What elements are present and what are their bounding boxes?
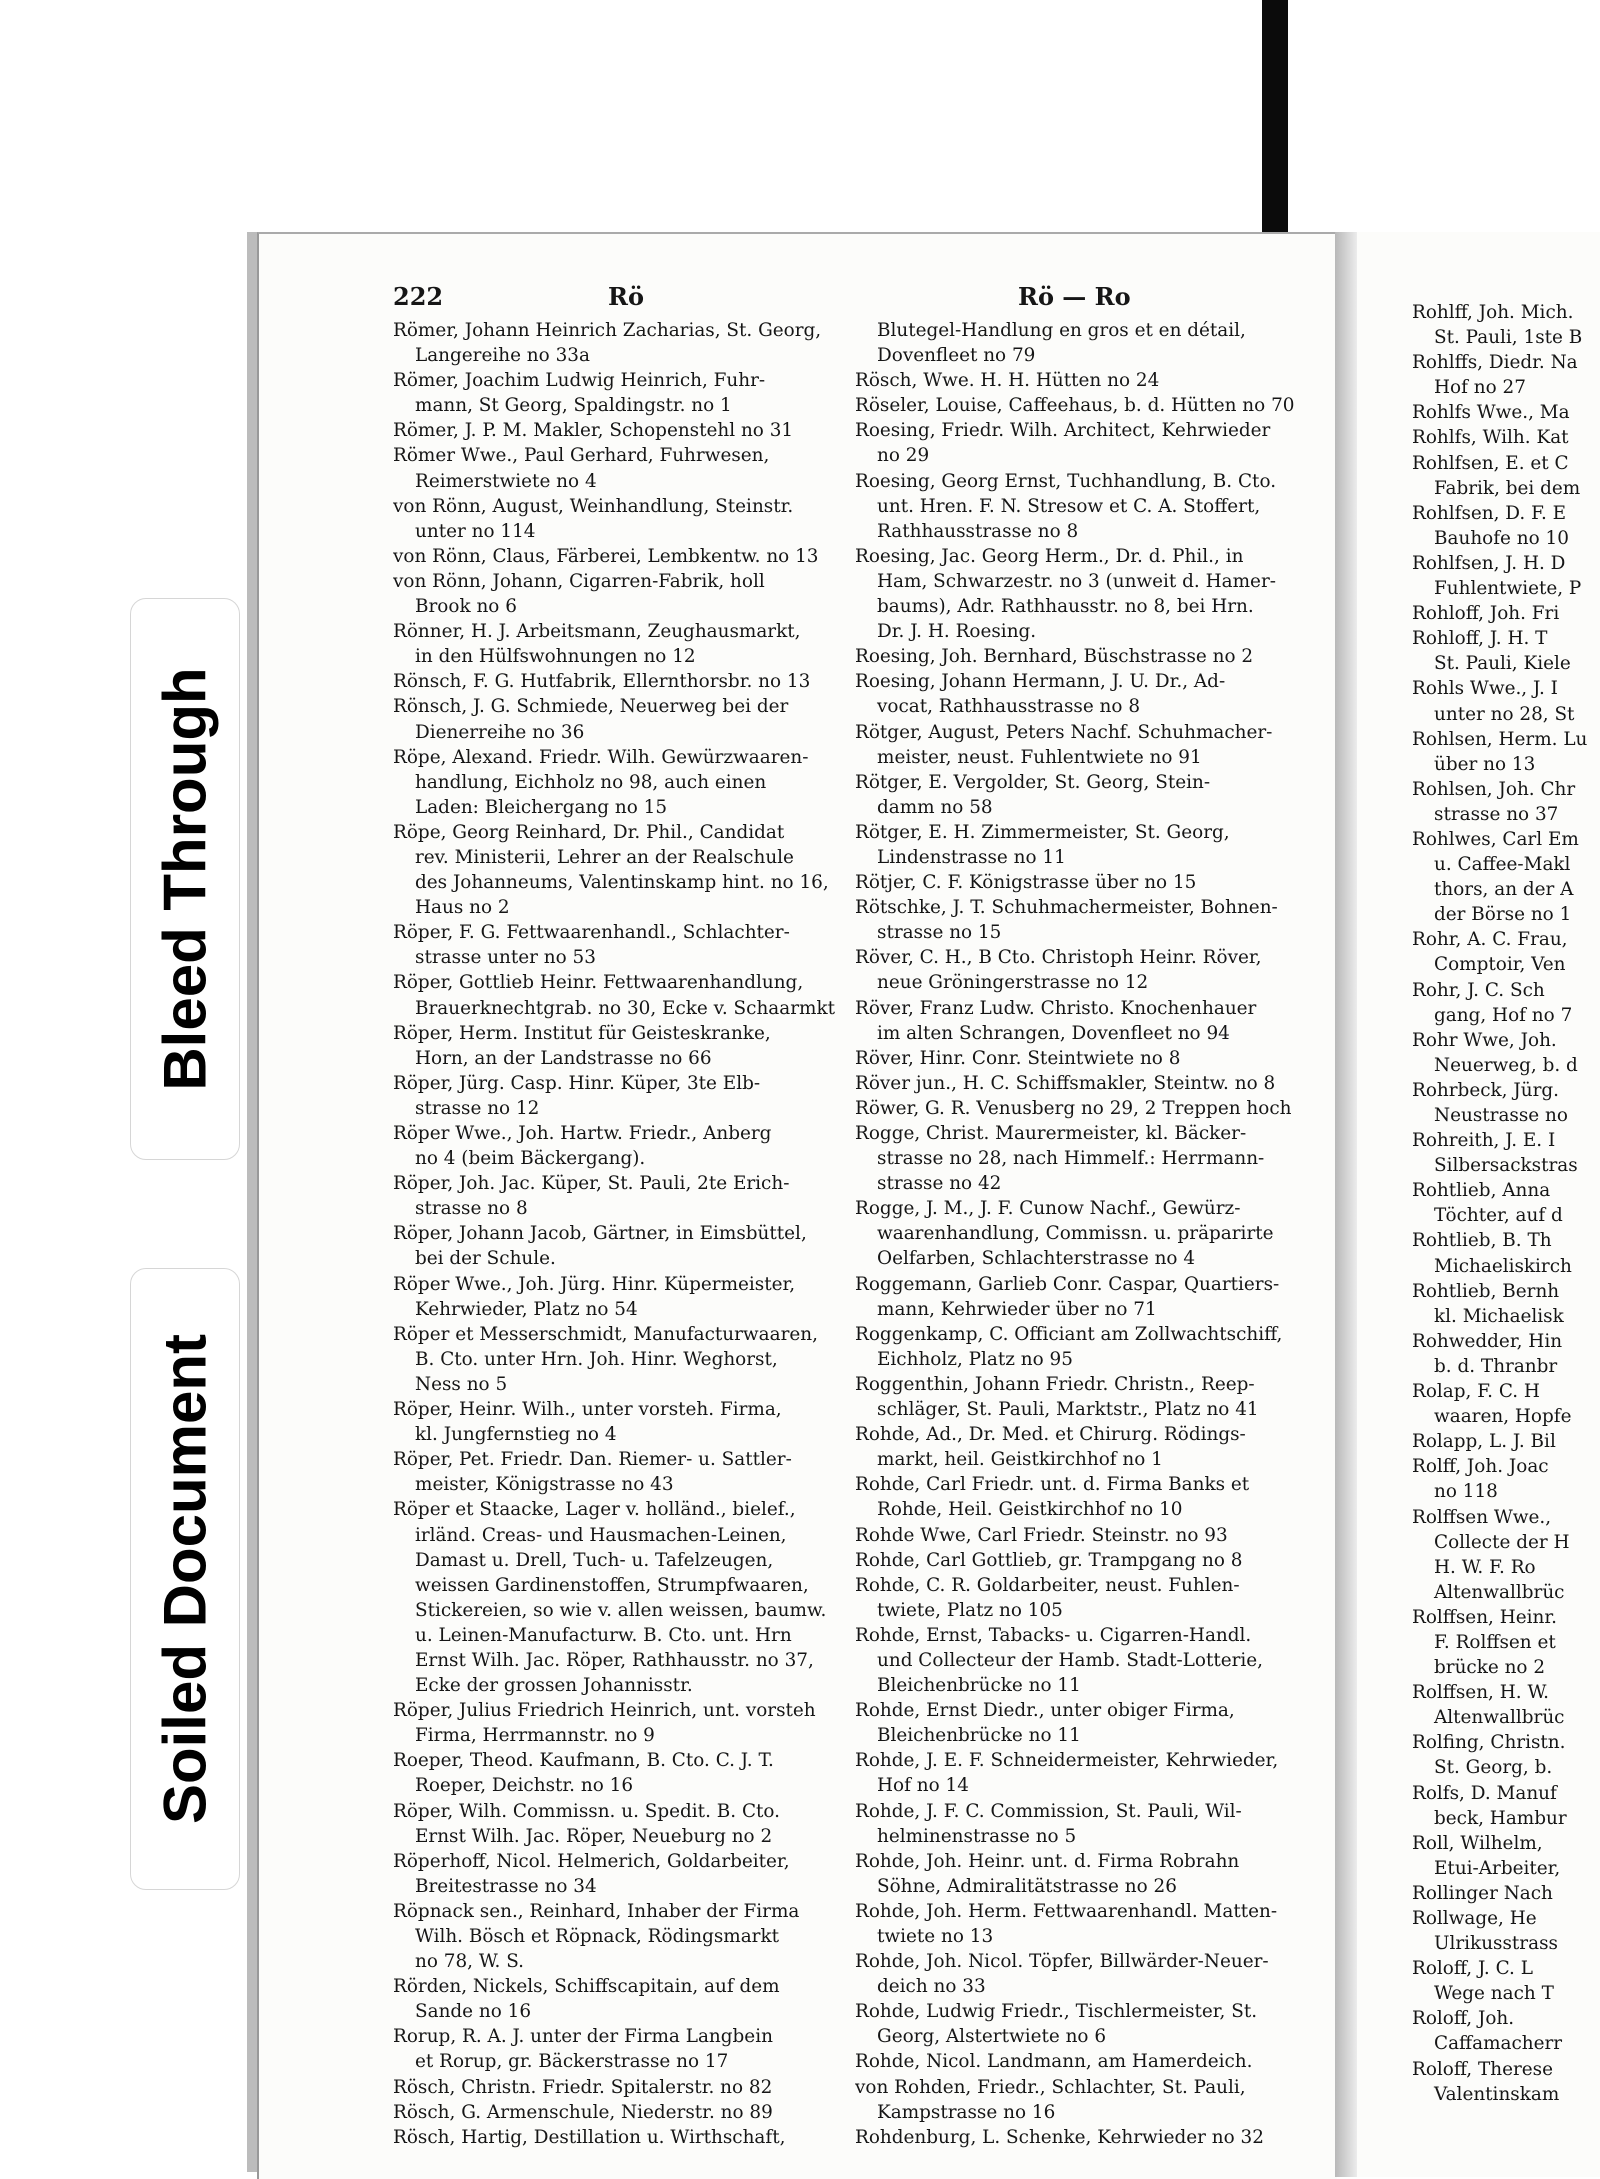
- directory-entry-line: strasse no 12: [415, 1097, 540, 1119]
- directory-entry-line: schläger, St. Pauli, Marktstr., Platz no 41: [877, 1399, 1259, 1421]
- directory-entry-line: Ham, Schwarzestr. no 3 (unweit d. Hamer-: [877, 570, 1276, 592]
- directory-entry-line: et Rorup, gr. Bäckerstrasse no 17: [415, 2051, 729, 2073]
- directory-entry-line: Horn, an der Landstrasse no 66: [415, 1047, 712, 1069]
- directory-entry-line: strasse no 37: [1434, 803, 1559, 825]
- directory-entry-line: Rörden, Nickels, Schiffscapitain, auf dem: [393, 1976, 780, 1998]
- directory-entry-line: Roesing, Friedr. Wilh. Architect, Kehrwieder: [855, 420, 1271, 442]
- directory-entry-line: Rogge, Christ. Maurermeister, kl. Bäcker-: [855, 1123, 1247, 1144]
- directory-entry-line: Ulrikusstrass: [1434, 1933, 1558, 1955]
- directory-entry-line: Ernst Wilh. Jac. Röper, Neueburg no 2: [415, 1825, 773, 1847]
- directory-entry-line: Rohde, Ernst, Tabacks- u. Cigarren-Handl.: [855, 1624, 1252, 1646]
- directory-entry-line: Röper, Jürg. Casp. Hinr. Küper, 3te Elb-: [393, 1072, 761, 1094]
- right-column-heading: Rö — Ro: [1018, 282, 1131, 311]
- directory-entry-line: Etui-Arbeiter,: [1434, 1857, 1561, 1879]
- directory-entry-line: in den Hülfswohnungen no 12: [415, 646, 696, 668]
- directory-entry-line: Rohreith, J. E. I: [1412, 1130, 1556, 1152]
- directory-entry-line: neue Gröningerstrasse no 12: [877, 972, 1149, 994]
- directory-entry-line: F. Rolffsen et: [1434, 1631, 1556, 1653]
- directory-entry-line: Wilh. Bösch et Röpnack, Rödingsmarkt: [415, 1926, 780, 1947]
- directory-entry-line: Rohls Wwe., J. I: [1412, 678, 1558, 700]
- directory-entry-line: Rohde, J. F. C. Commission, St. Pauli, Wil-: [855, 1800, 1242, 1822]
- directory-entry-line: no 4 (beim Bäckergang).: [415, 1148, 646, 1170]
- directory-entry-line: St. Pauli, Kiele: [1434, 653, 1571, 675]
- directory-entry-line: Roeper, Theod. Kaufmann, B. Cto. C. J. T.: [393, 1750, 774, 1772]
- directory-entry-line: Rohde, J. E. F. Schneidermeister, Kehrwieder,: [855, 1750, 1279, 1772]
- directory-entry-line: Rohlff, Joh. Mich.: [1412, 302, 1574, 323]
- directory-entry-line: Roloff, Therese: [1412, 2058, 1553, 2080]
- directory-entry-line: Reimerstwiete no 4: [415, 470, 597, 492]
- directory-entry-line: Langereihe no 33a: [415, 345, 590, 367]
- directory-entry-line: Comptoir, Ven: [1434, 954, 1566, 976]
- bleed-through-label: Bleed Through: [151, 667, 219, 1091]
- page-edge-shadow: [247, 232, 257, 2172]
- directory-entry-line: Valentinskam: [1434, 2083, 1560, 2105]
- directory-entry-line: Roloff, Joh.: [1412, 2008, 1515, 2030]
- directory-entry-line: Söhne, Admiralitätstrasse no 26: [877, 1875, 1177, 1897]
- directory-entry-line: von Rohden, Friedr., Schlachter, St. Pauli,: [855, 2076, 1246, 2098]
- directory-entry-line: Röper, Johann Jacob, Gärtner, in Eimsbüttel,: [393, 1223, 807, 1245]
- directory-entry-line: Rohtlieb, B. Th: [1412, 1230, 1552, 1252]
- directory-entry-line: deich no 33: [877, 1976, 986, 1998]
- directory-entry-line: Römer, Joachim Ludwig Heinrich, Fuhr-: [393, 370, 766, 392]
- directory-entry-line: Roggenkamp, C. Officiant am Zollwachtschiff,: [855, 1323, 1283, 1345]
- directory-entry-line: Rohtlieb, Bernh: [1412, 1280, 1560, 1302]
- directory-entry-line: Rohde, Joh. Herm. Fettwaarenhandl. Matten-: [855, 1900, 1278, 1922]
- directory-entry-line: Rolfing, Christn.: [1412, 1732, 1566, 1754]
- directory-entry-line: Rohloff, J. H. T: [1412, 628, 1548, 650]
- directory-entry-line: helminenstrasse no 5: [877, 1825, 1077, 1847]
- directory-entry-line: Rötschke, J. T. Schuhmachermeister, Bohnen-: [855, 897, 1278, 919]
- left-column-heading: Rö: [608, 282, 644, 311]
- directory-entry-line: Röper, Pet. Friedr. Dan. Riemer- u. Sattler-: [393, 1449, 792, 1471]
- directory-entry-line: Römer, Johann Heinrich Zacharias, St. Georg,: [393, 320, 822, 341]
- directory-entry-line: Bauhofe no 10: [1434, 527, 1569, 549]
- directory-entry-line: Caffamacherr: [1434, 2033, 1563, 2055]
- directory-entry-line: Dr. J. H. Roesing.: [877, 621, 1037, 643]
- directory-entry-line: Rohtlieb, Anna: [1412, 1180, 1551, 1202]
- directory-entry-line: Rorup, R. A. J. unter der Firma Langbein: [393, 2026, 773, 2048]
- soiled-document-tab: [130, 1268, 240, 1890]
- directory-entry-line: no 78, W. S.: [415, 1951, 525, 1973]
- directory-entry-line: Roesing, Johann Hermann, J. U. Dr., Ad-: [855, 671, 1226, 693]
- directory-entry-line: Neustrasse no: [1434, 1105, 1568, 1126]
- directory-entry-line: unter no 114: [415, 520, 536, 542]
- directory-entry-line: Rohr Wwe, Joh.: [1412, 1029, 1557, 1051]
- directory-entry-line: b. d. Thranbr: [1434, 1355, 1558, 1377]
- directory-entry-line: Rösch, Wwe. H. H. Hütten no 24: [855, 370, 1160, 392]
- directory-entry-line: Roloff, J. C. L: [1412, 1958, 1533, 1980]
- directory-entry-line: Rohlsen, Joh. Chr: [1412, 778, 1576, 800]
- directory-entry-line: Rohlfs, Wilh. Kat: [1412, 427, 1569, 449]
- directory-entry-line: Rönsch, F. G. Hutfabrik, Ellernthorsbr. no 13: [393, 671, 811, 693]
- directory-entry-line: Rohde, Carl Friedr. unt. d. Firma Banks et: [855, 1474, 1250, 1496]
- directory-entry-line: Dienerreihe no 36: [415, 721, 585, 743]
- directory-entry-line: Rötger, August, Peters Nachf. Schuhmacher-: [855, 721, 1273, 743]
- directory-entry-line: strasse unter no 53: [415, 947, 596, 969]
- directory-entry-line: Kampstrasse no 16: [877, 2101, 1056, 2123]
- directory-entry-line: Röper et Staacke, Lager v. holländ., bielef.,: [393, 1499, 796, 1521]
- directory-entry-line: von Rönn, Johann, Cigarren-Fabrik, holl: [393, 570, 765, 592]
- directory-entry-line: unter no 28, St: [1434, 703, 1575, 725]
- directory-entry-line: mann, Kehrwieder über no 71: [877, 1298, 1157, 1320]
- directory-entry-line: Rohlffs, Diedr. Na: [1412, 352, 1578, 374]
- directory-entry-line: Rohlfsen, D. F. E: [1412, 502, 1567, 524]
- directory-entry-line: Rohloff, Joh. Fri: [1412, 603, 1560, 625]
- directory-entry-line: strasse no 28, nach Himmelf.: Herrmann-: [877, 1148, 1265, 1170]
- directory-entry-line: Georg, Alstertwiete no 6: [877, 2026, 1107, 2048]
- directory-entry-line: Michaeliskirch: [1434, 1255, 1572, 1277]
- page-number: 222: [393, 282, 444, 311]
- directory-entry-line: H. W. F. Ro: [1434, 1556, 1536, 1578]
- directory-entry-line: Rohlfs Wwe., Ma: [1412, 402, 1570, 424]
- directory-entry-line: Römer Wwe., Paul Gerhard, Fuhrwesen,: [393, 445, 770, 467]
- directory-entry-line: Ernst Wilh. Jac. Röper, Rathhausstr. no 37,: [415, 1649, 814, 1671]
- directory-entry-line: Röper, Julius Friedrich Heinrich, unt. vorsteh: [393, 1700, 816, 1722]
- directory-entry-line: Rolap, F. C. H: [1412, 1381, 1540, 1403]
- directory-entry-line: Wege nach T: [1434, 1983, 1554, 2005]
- directory-entry-line: Brook no 6: [415, 596, 517, 618]
- directory-entry-line: Röper, F. G. Fettwaarenhandl., Schlachter-: [393, 922, 790, 944]
- directory-entry-line: Rolapp, L. J. Bil: [1412, 1431, 1556, 1453]
- directory-entry-line: Rohde, Carl Gottlieb, gr. Trampgang no 8: [855, 1549, 1243, 1571]
- directory-entry-line: Rohde, Nicol. Landmann, am Hamerdeich.: [855, 2051, 1253, 2073]
- directory-entry-line: Rohdenburg, L. Schenke, Kehrwieder no 32: [855, 2126, 1264, 2148]
- directory-entry-line: damm no 58: [877, 796, 993, 818]
- directory-entry-line: Rohde, Heil. Geistkirchhof no 10: [877, 1499, 1183, 1521]
- directory-entry-line: von Rönn, August, Weinhandlung, Steinstr.: [393, 495, 794, 517]
- directory-entry-line: Laden: Bleichergang no 15: [415, 796, 668, 818]
- directory-entry-line: beck, Hambur: [1434, 1807, 1567, 1829]
- directory-entry-line: Röper, Herm. Institut für Geisteskranke,: [393, 1022, 771, 1044]
- directory-entry-line: Rogge, J. M., J. F. Cunow Nachf., Gewürz-: [855, 1198, 1241, 1220]
- directory-column-1: [393, 318, 848, 2150]
- directory-entry-line: kl. Michaelisk: [1434, 1305, 1564, 1327]
- directory-entry-line: Altenwallbrüc: [1434, 1581, 1565, 1603]
- directory-entry-line: Röper, Joh. Jac. Küper, St. Pauli, 2te Erich-: [393, 1173, 790, 1195]
- directory-entry-line: Roesing, Georg Ernst, Tuchhandlung, B. Cto.: [855, 470, 1277, 492]
- directory-entry-line: Stickereien, so wie v. allen weissen, baumw.: [415, 1599, 827, 1621]
- directory-entry-line: Rönsch, J. G. Schmiede, Neuerweg bei der: [393, 696, 789, 718]
- directory-entry-line: Rohlfsen, J. H. D: [1412, 552, 1566, 574]
- directory-entry-line: Röpe, Alexand. Friedr. Wilh. Gewürzwaaren-: [393, 746, 809, 768]
- directory-entry-line: Rötger, E. Vergolder, St. Georg, Stein-: [855, 771, 1211, 793]
- directory-entry-line: Röper et Messerschmidt, Manufacturwaaren,: [393, 1323, 818, 1345]
- directory-entry-line: Rösch, G. Armenschule, Niederstr. no 89: [393, 2101, 773, 2123]
- directory-entry-line: Brauerknechtgrab. no 30, Ecke v. Schaarmkt: [415, 997, 835, 1019]
- directory-entry-line: irländ. Creas- und Hausmachen-Leinen,: [415, 1524, 787, 1546]
- directory-entry-line: Rötger, E. H. Zimmermeister, St. Georg,: [855, 821, 1230, 843]
- directory-entry-line: twiete no 13: [877, 1926, 994, 1947]
- directory-entry-line: Rönner, H. J. Arbeitsmann, Zeughausmarkt,: [393, 621, 801, 643]
- directory-entry-line: Silbersackstras: [1434, 1155, 1578, 1177]
- directory-entry-line: Hof no 14: [877, 1775, 969, 1797]
- directory-entry-line: Rötjer, C. F. Königstrasse über no 15: [855, 872, 1197, 894]
- directory-entry-line: Dovenfleet no 79: [877, 345, 1036, 367]
- directory-entry-line: über no 13: [1434, 753, 1536, 775]
- directory-entry-line: Rathhausstrasse no 8: [877, 520, 1079, 542]
- directory-entry-line: strasse no 8: [415, 1198, 528, 1220]
- directory-entry-line: waarenhandlung, Commissn. u. präparirte: [877, 1223, 1274, 1245]
- directory-entry-line: Röper Wwe., Joh. Jürg. Hinr. Küpermeister,: [393, 1273, 796, 1295]
- directory-entry-line: Röpnack sen., Reinhard, Inhaber der Firma: [393, 1900, 800, 1922]
- directory-entry-line: Rohwedder, Hin: [1412, 1330, 1563, 1352]
- directory-entry-line: Eichholz, Platz no 95: [877, 1348, 1073, 1370]
- directory-entry-line: Rösch, Christn. Friedr. Spitalerstr. no 82: [393, 2076, 773, 2098]
- directory-entry-line: Sande no 16: [415, 2001, 532, 2023]
- directory-entry-line: no 118: [1434, 1481, 1498, 1503]
- directory-entry-line: Ness no 5: [415, 1373, 508, 1395]
- directory-entry-line: St. Pauli, 1ste B: [1434, 327, 1583, 349]
- directory-entry-line: Roll, Wilhelm,: [1412, 1832, 1543, 1854]
- directory-entry-line: Roeper, Deichstr. no 16: [415, 1775, 634, 1797]
- directory-entry-line: Lindenstrasse no 11: [877, 846, 1066, 868]
- directory-entry-line: meister, neust. Fuhlentwiete no 91: [877, 746, 1202, 768]
- directory-entry-line: gang, Hof no 7: [1434, 1004, 1573, 1026]
- directory-entry-line: brücke no 2: [1434, 1657, 1546, 1679]
- directory-entry-line: Rollwage, He: [1412, 1908, 1537, 1929]
- directory-entry-line: Röver jun., H. C. Schiffsmakler, Steintw. no 8: [855, 1072, 1276, 1094]
- directory-column-2: [855, 318, 1317, 2150]
- directory-entry-line: Fuhlentwiete, P: [1434, 578, 1582, 600]
- directory-entry-line: Hof no 27: [1434, 377, 1526, 399]
- directory-entry-line: Rohlsen, Herm. Lu: [1412, 728, 1588, 750]
- directory-entry-line: Breitestrasse no 34: [415, 1875, 597, 1897]
- directory-entry-line: Blutegel-Handlung en gros et en détail,: [877, 320, 1246, 341]
- directory-entry-line: Röper, Heinr. Wilh., unter vorsteh. Firma,: [393, 1399, 782, 1421]
- directory-entry-line: Rohde, Joh. Heinr. unt. d. Firma Robrahn: [855, 1850, 1240, 1872]
- directory-entry-line: Röper Wwe., Joh. Hartw. Friedr., Anberg: [393, 1123, 772, 1144]
- directory-entry-line: Röwer, G. R. Venusberg no 29, 2 Treppen hoch: [855, 1097, 1292, 1119]
- directory-entry-line: von Rönn, Claus, Färberei, Lembkentw. no 13: [393, 545, 819, 567]
- directory-entry-line: Bleichenbrücke no 11: [877, 1675, 1081, 1697]
- directory-entry-line: Altenwallbrüc: [1434, 1707, 1565, 1729]
- directory-entry-line: Rolfs, D. Manuf: [1412, 1782, 1557, 1804]
- directory-entry-line: vocat, Rathhausstrasse no 8: [877, 696, 1141, 718]
- directory-entry-line: Neuerweg, b. d: [1434, 1054, 1578, 1076]
- directory-entry-line: Rohde Wwe, Carl Friedr. Steinstr. no 93: [855, 1524, 1228, 1546]
- directory-entry-line: Collecte der H: [1434, 1531, 1570, 1553]
- directory-entry-line: des Johanneums, Valentinskamp hint. no 16,: [415, 872, 829, 894]
- directory-entry-line: Töchter, auf d: [1434, 1205, 1563, 1227]
- directory-entry-line: kl. Jungfernstieg no 4: [415, 1424, 617, 1446]
- directory-entry-line: Röseler, Louise, Caffeehaus, b. d. Hütten no 70: [855, 395, 1295, 417]
- directory-entry-line: Haus no 2: [415, 897, 510, 919]
- directory-entry-line: Röper, Gottlieb Heinr. Fettwaarenhandlung,: [393, 972, 804, 994]
- directory-entry-line: mann, St Georg, Spaldingstr. no 1: [415, 395, 732, 417]
- bleed-through-tab: [130, 598, 240, 1160]
- directory-entry-line: Rolffsen Wwe.,: [1412, 1506, 1552, 1528]
- directory-entry-line: Rohde, Ludwig Friedr., Tischlermeister, St.: [855, 2001, 1258, 2023]
- directory-entry-line: Rohlfsen, E. et C: [1412, 452, 1569, 474]
- directory-entry-line: Roesing, Jac. Georg Herm., Dr. d. Phil., in: [855, 545, 1244, 567]
- directory-entry-line: no 29: [877, 445, 930, 467]
- directory-entry-line: und Collecteur der Hamb. Stadt-Lotterie,: [877, 1649, 1264, 1671]
- directory-entry-line: Röperhoff, Nicol. Helmerich, Goldarbeiter,: [393, 1850, 790, 1872]
- directory-entry-line: rev. Ministerii, Lehrer an der Realschule: [415, 846, 794, 868]
- directory-entry-line: Rohr, A. C. Frau,: [1412, 929, 1568, 951]
- directory-entry-line: handlung, Eichholz no 98, auch einen: [415, 771, 767, 793]
- directory-entry-line: Oelfarben, Schlachterstrasse no 4: [877, 1248, 1196, 1270]
- directory-entry-line: Rohlwes, Carl Em: [1412, 828, 1579, 850]
- directory-entry-line: bei der Schule.: [415, 1248, 556, 1270]
- directory-entry-line: twiete, Platz no 105: [877, 1599, 1063, 1621]
- directory-entry-line: Röver, C. H., B Cto. Christoph Heinr. Röver,: [855, 947, 1262, 969]
- directory-entry-line: Kehrwieder, Platz no 54: [415, 1298, 638, 1320]
- directory-entry-line: St. Georg, b.: [1434, 1757, 1553, 1779]
- directory-entry-line: Firma, Herrmannstr. no 9: [415, 1725, 655, 1747]
- directory-entry-line: Röver, Hinr. Conr. Steintwiete no 8: [855, 1047, 1181, 1069]
- directory-entry-line: Röpe, Georg Reinhard, Dr. Phil., Candidat: [393, 821, 785, 843]
- directory-entry-line: Rollinger Nach: [1412, 1882, 1553, 1904]
- directory-entry-line: Ecke der grossen Johannisstr.: [415, 1675, 693, 1697]
- directory-column-3: [1412, 300, 1600, 2107]
- directory-entry-line: Röper, Wilh. Commissn. u. Spedit. B. Cto.: [393, 1800, 781, 1822]
- directory-entry-line: thors, an der A: [1434, 879, 1574, 901]
- directory-entry-line: strasse no 15: [877, 922, 1002, 944]
- directory-entry-line: meister, Königstrasse no 43: [415, 1474, 674, 1496]
- directory-entry-line: Rohde, Joh. Nicol. Töpfer, Billwärder-Neuer-: [855, 1951, 1269, 1973]
- directory-entry-line: Rösch, Hartig, Destillation u. Wirthschaft,: [393, 2126, 786, 2148]
- soiled-document-label: Soiled Document: [151, 1333, 219, 1825]
- directory-entry-line: Roggenthin, Johann Friedr. Christn., Reep-: [855, 1373, 1255, 1395]
- directory-entry-line: Rohr, J. C. Sch: [1412, 979, 1545, 1001]
- page-gutter: [1335, 232, 1357, 2177]
- directory-entry-line: Rolffsen, Heinr.: [1412, 1606, 1557, 1628]
- directory-entry-line: Rolff, Joh. Joac: [1412, 1456, 1549, 1478]
- directory-entry-line: Roesing, Joh. Bernhard, Büschstrasse no 2: [855, 646, 1254, 668]
- directory-entry-line: unt. Hren. F. N. Stresow et C. A. Stoffert,: [877, 495, 1261, 517]
- directory-entry-line: Fabrik, bei dem: [1434, 477, 1581, 499]
- directory-entry-line: der Börse no 1: [1434, 904, 1572, 926]
- directory-entry-line: u. Caffee-Makl: [1434, 854, 1571, 876]
- directory-entry-line: u. Leinen-Manufacturw. B. Cto. unt. Hrn: [415, 1624, 792, 1646]
- directory-entry-line: Rolffsen, H. W.: [1412, 1682, 1549, 1704]
- directory-entry-line: Rohde, C. R. Goldarbeiter, neust. Fuhlen-: [855, 1574, 1240, 1596]
- directory-entry-line: Rohde, Ernst Diedr., unter obiger Firma,: [855, 1700, 1235, 1722]
- directory-entry-line: Rohrbeck, Jürg.: [1412, 1079, 1559, 1101]
- directory-entry-line: weissen Gardinenstoffen, Strumpfwaaren,: [415, 1574, 809, 1596]
- directory-entry-line: markt, heil. Geistkirchhof no 1: [877, 1449, 1163, 1471]
- directory-entry-line: strasse no 42: [877, 1173, 1002, 1195]
- directory-entry-line: B. Cto. unter Hrn. Joh. Hinr. Weghorst,: [415, 1348, 778, 1370]
- directory-entry-line: Damast u. Drell, Tuch- u. Tafelzeugen,: [415, 1549, 774, 1571]
- directory-entry-line: baums), Adr. Rathhausstr. no 8, bei Hrn.: [877, 596, 1254, 618]
- directory-entry-line: Bleichenbrücke no 11: [877, 1725, 1081, 1747]
- directory-entry-line: im alten Schrangen, Dovenfleet no 94: [877, 1022, 1230, 1044]
- directory-entry-line: waaren, Hopfe: [1434, 1406, 1572, 1428]
- directory-entry-line: Roggemann, Garlieb Conr. Caspar, Quartiers-: [855, 1273, 1280, 1295]
- directory-entry-line: Röver, Franz Ludw. Christo. Knochenhauer: [855, 997, 1257, 1019]
- directory-entry-line: Rohde, Ad., Dr. Med. et Chirurg. Rödings-: [855, 1424, 1246, 1446]
- directory-entry-line: Römer, J. P. M. Makler, Schopenstehl no 31: [393, 420, 794, 442]
